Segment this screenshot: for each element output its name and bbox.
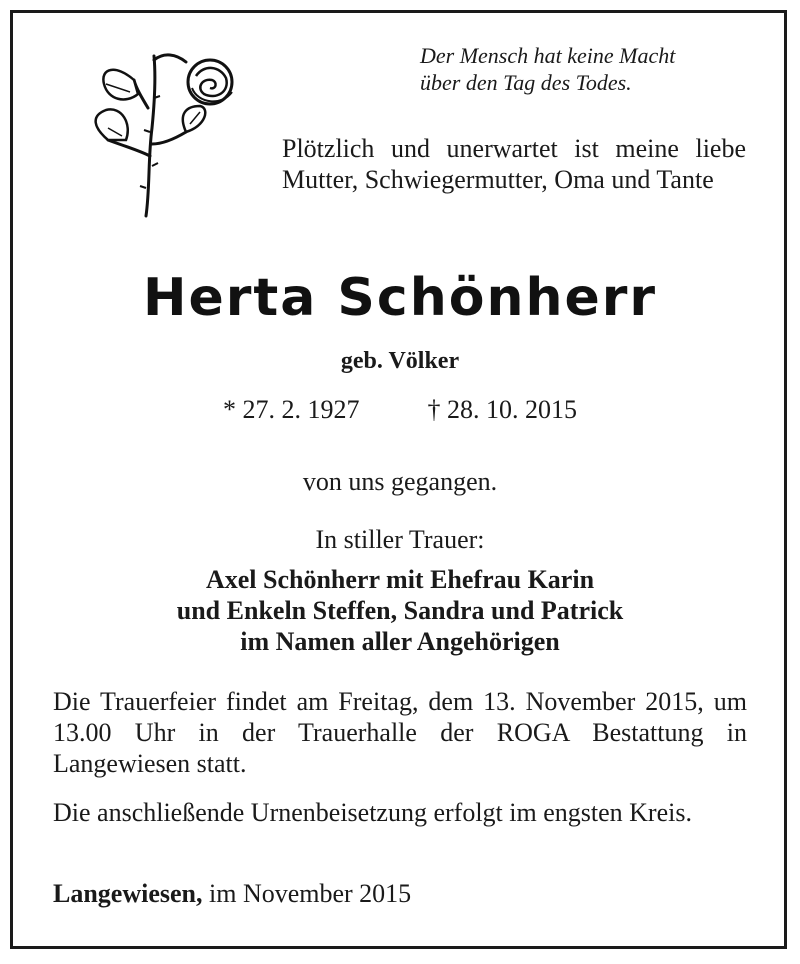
motto-line-1: Der Mensch hat keine Macht	[420, 43, 676, 68]
maiden-name: geb. Völker	[340, 348, 460, 374]
mourner-line: Axel Schönherr mit Ehefrau Karin	[205, 565, 595, 594]
intro-text: Plötzlich und unerwartet ist meine liebe Mutter, Schwiegermutter, Oma und Tante	[282, 134, 746, 194]
mourner-line: und Enkeln Steffen, Sandra und Patrick	[176, 596, 624, 625]
passed-text: von uns gegangen.	[302, 467, 498, 496]
mourning-label: In stiller Trauer:	[315, 525, 485, 554]
funeral-info: Die Trauerfeier findet am Freitag, dem 13. November 2015, um 13.00 Uhr in der Trauerhalle der ROGA Bestattung in Langewiesen statt.	[53, 687, 747, 778]
closing-line	[53, 879, 411, 909]
death-date: † 28. 10. 2015	[427, 395, 577, 424]
motto-line-2: über den Tag des Todes.	[420, 70, 632, 95]
life-dates	[0, 395, 800, 425]
birth-date: * 27. 2. 1927	[223, 395, 360, 424]
deceased-name: Herta Schönherr	[142, 268, 658, 328]
closing-date: im November 2015	[209, 879, 412, 908]
rose-icon	[86, 48, 246, 224]
mourner-line: im Namen aller Angehörigen	[240, 627, 560, 656]
mourners-list	[0, 564, 800, 657]
urn-info: Die anschließende Urnenbeisetzung erfolgt im engsten Kreis.	[53, 798, 692, 827]
closing-place: Langewiesen,	[53, 879, 203, 908]
motto	[420, 42, 720, 96]
